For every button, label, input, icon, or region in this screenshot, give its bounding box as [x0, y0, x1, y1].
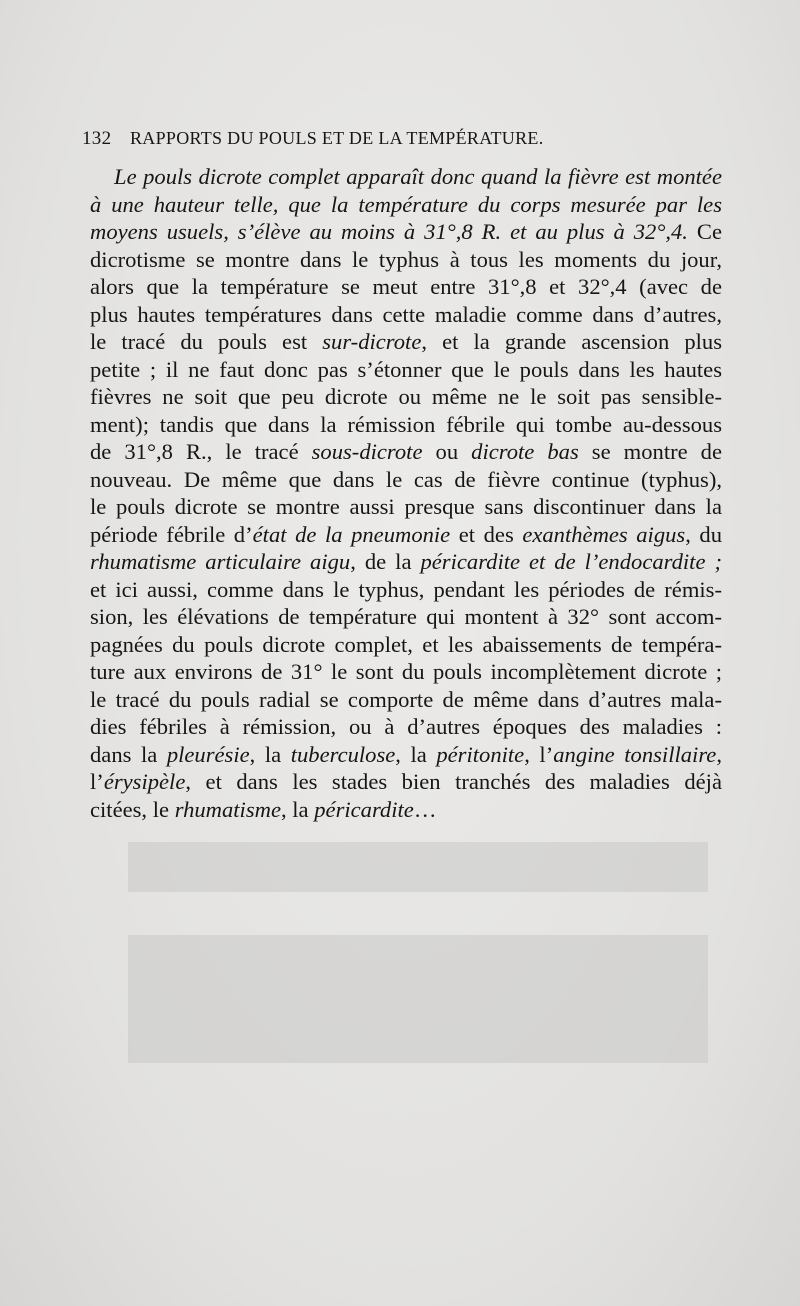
- text-segment: de 31°,8 R., le tracé: [90, 439, 312, 464]
- text-line: [90, 686, 722, 714]
- body-paragraph: [90, 163, 722, 823]
- italic-text: rhumatisme articulaire aigu: [90, 549, 351, 574]
- text-segment: , du: [685, 521, 723, 547]
- text-segment: pagnées du pouls dicrote complet, et les abaissements de tempéra-: [90, 631, 722, 657]
- text-segment: dicrotisme se montre dans le typhus à tous les moments du jour,: [90, 246, 722, 272]
- running-title: RAPPORTS DU POULS ET DE LA TEMPÉRATURE.: [130, 128, 544, 148]
- text-line: [90, 328, 722, 356]
- italic-text: sous-dicrote: [311, 439, 423, 464]
- page-header: [82, 128, 722, 150]
- text-segment: période fébrile d’: [90, 521, 253, 547]
- text-line: [90, 273, 722, 301]
- italic-text: sur-dicrote: [322, 329, 422, 354]
- text-segment: dies fébriles à rémission, ou à d’autres époques des maladies :: [90, 714, 722, 739]
- text-segment: et ici aussi, comme dans le typhus, pendant les périodes de rémis-: [90, 576, 722, 602]
- text-segment: Ce: [687, 219, 722, 244]
- text-line: [90, 658, 722, 686]
- italic-text: péritonite: [436, 741, 525, 767]
- text-segment: dans la: [90, 741, 167, 767]
- text-line: [90, 603, 722, 631]
- text-line: [90, 493, 722, 521]
- text-segment: …: [413, 796, 437, 822]
- text-segment: ment); tandis que dans la rémission fébrile qui tombe au-dessous: [90, 411, 722, 437]
- page-number: 132: [82, 128, 112, 149]
- text-line: [90, 438, 722, 466]
- italic-text: pleurésie: [166, 741, 250, 767]
- italic-text: moyens usuels, s’élève au moins à 31°,8 R. et au plus à 32°,4.: [90, 219, 688, 244]
- text-segment: , de la: [350, 549, 421, 574]
- italic-text: état de la pneumonie: [252, 521, 451, 547]
- text-segment: le tracé du pouls est: [90, 329, 323, 354]
- italic-text: érysipèle: [103, 769, 186, 794]
- text-line: [90, 548, 722, 576]
- text-segment: l’: [90, 769, 104, 794]
- bleed-through-figure-bottom: [128, 935, 708, 1063]
- text-segment: , et dans les stades bien tranchés des maladies déjà: [185, 769, 722, 794]
- italic-text: Le pouls dicrote complet apparaît donc quand la fièvre est montée: [114, 164, 722, 189]
- text-line: [90, 576, 722, 604]
- italic-text: tuberculose: [290, 741, 396, 767]
- text-segment: le pouls dicrote se montre aussi presque sans discontinuer dans la: [90, 494, 722, 519]
- text-line: [90, 383, 722, 411]
- text-segment: ou: [422, 439, 472, 464]
- text-segment: sion, les élévations de température qui montent à 32° sont accom-: [90, 604, 722, 629]
- text-segment: ,: [716, 741, 722, 767]
- italic-text: rhumatisme: [174, 796, 281, 822]
- text-line: [90, 246, 722, 274]
- text-segment: le tracé du pouls radial se comporte de même dans d’autres mala-: [90, 686, 722, 712]
- text-segment: se montre de: [578, 439, 723, 464]
- text-segment: petite ; il ne faut donc pas s’étonner que le pouls dans les hautes: [90, 356, 722, 382]
- text-line: [90, 301, 722, 329]
- text-line: [90, 741, 722, 769]
- text-line: [90, 796, 722, 824]
- bleed-through-figure-top: [128, 842, 708, 892]
- text-segment: fièvres ne soit que peu dicrote ou même ne le soit pas sensible-: [90, 384, 722, 409]
- text-line: [90, 191, 722, 219]
- text-line: [90, 768, 722, 796]
- text-segment: , la: [280, 796, 315, 822]
- text-line: [90, 631, 722, 659]
- text-segment: , la: [395, 741, 437, 767]
- text-segment: alors que la température se meut entre 31°,8 et 32°,4 (avec de: [90, 274, 722, 299]
- text-line: [90, 713, 722, 741]
- text-segment: citées, le: [90, 796, 175, 822]
- italic-text: péricardite: [314, 796, 414, 822]
- text-segment: ture aux environs de 31° le sont du pouls incomplètement dicrote ;: [90, 659, 722, 684]
- italic-text: dicrote bas: [471, 439, 579, 464]
- italic-text: à une hauteur telle, que la température du corps mesurée par les: [90, 191, 722, 217]
- text-line: [90, 356, 722, 384]
- italic-text: péricardite et de l’endocardite ;: [420, 549, 722, 574]
- text-segment: nouveau. De même que dans le cas de fièvre continue (typhus),: [90, 466, 722, 492]
- text-segment: , et la grande ascension plus: [421, 329, 722, 354]
- text-line: [90, 411, 722, 439]
- text-line: [90, 521, 722, 549]
- text-line: [90, 218, 722, 246]
- italic-text: angine tonsillaire: [553, 741, 717, 767]
- text-line: [90, 466, 722, 494]
- italic-text: exanthèmes aigus: [522, 521, 686, 547]
- text-line: [90, 163, 722, 191]
- text-segment: , la: [249, 741, 291, 767]
- text-segment: et des: [450, 521, 523, 547]
- text-segment: plus hautes températures dans cette maladie comme dans d’autres,: [90, 301, 722, 327]
- text-segment: , l’: [524, 741, 554, 767]
